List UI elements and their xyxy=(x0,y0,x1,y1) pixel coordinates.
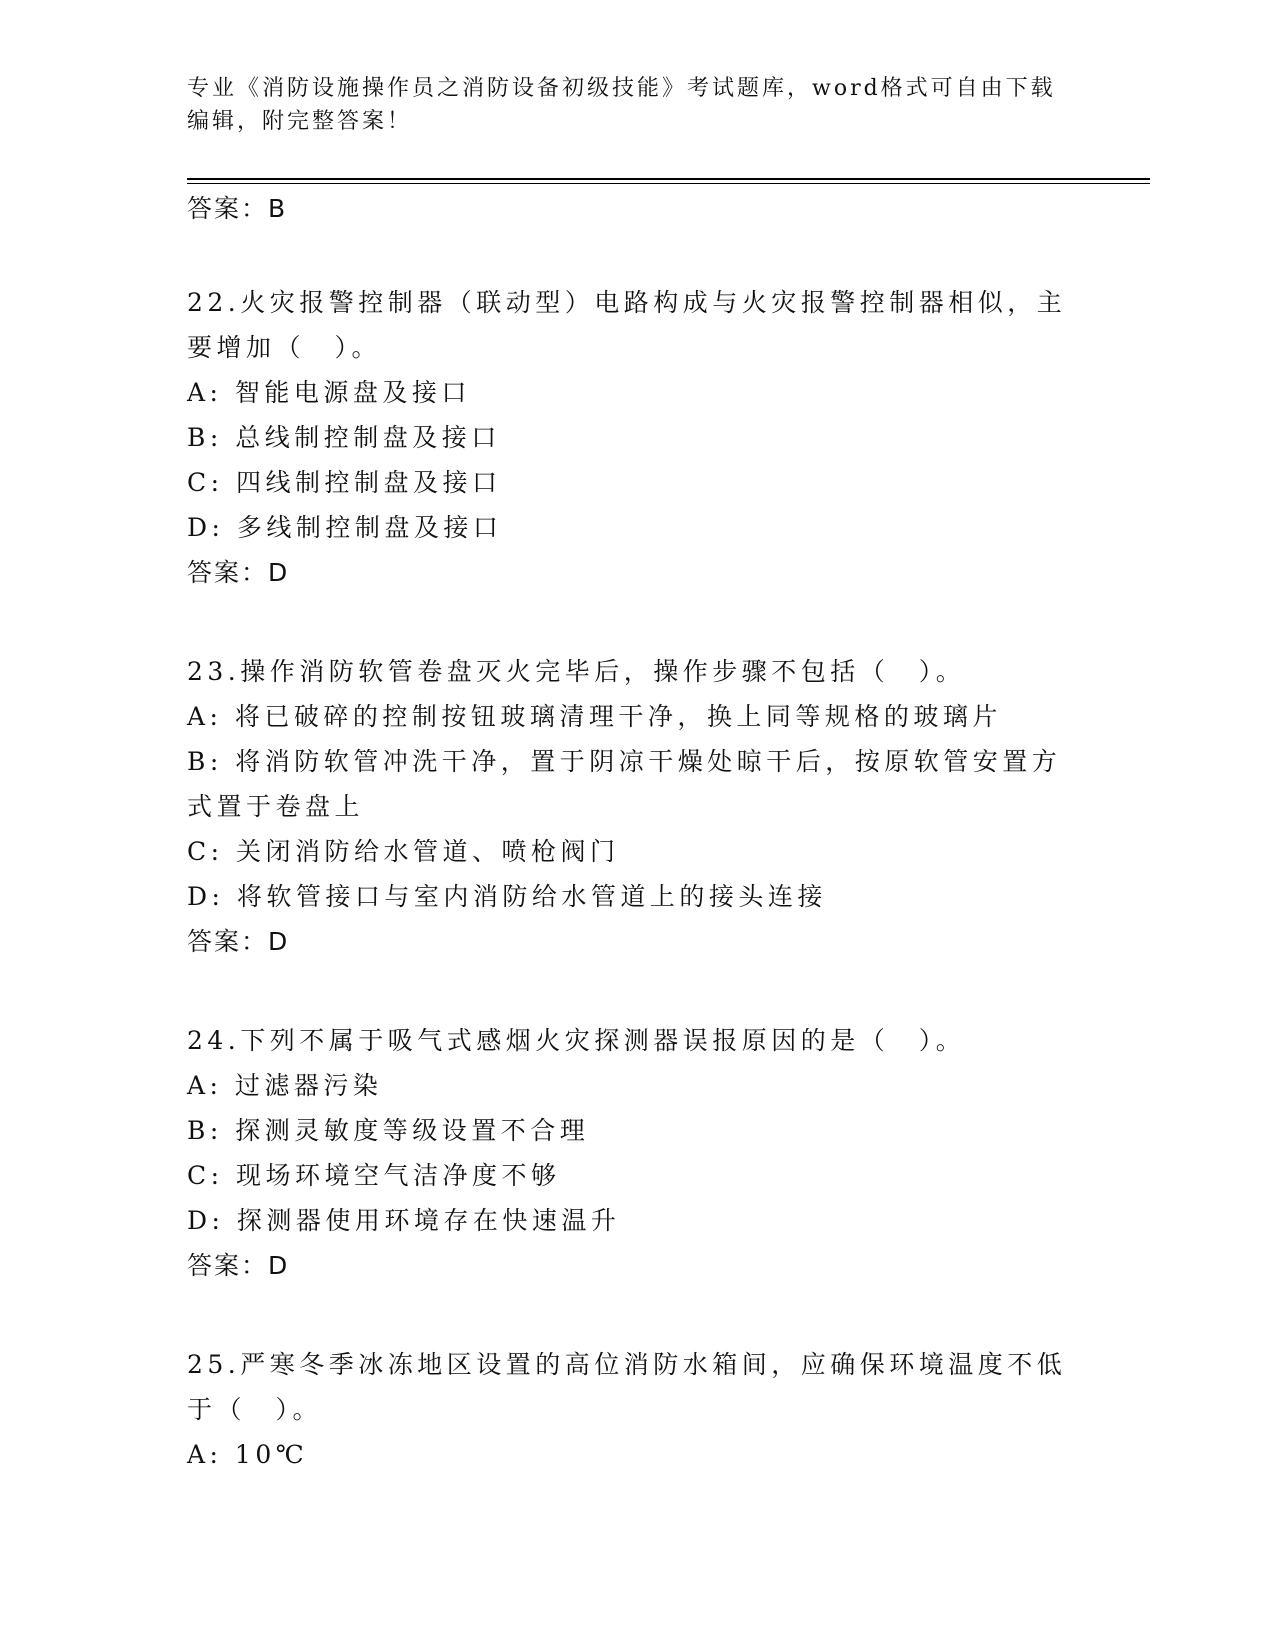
question-stem: 23.操作消防软管卷盘灭火完毕后，操作步骤不包括（ ）。 xyxy=(187,657,966,686)
option-d: D: 多线制控制盘及接口 xyxy=(187,513,503,542)
document-header: 专业《消防设施操作员之消防设备初级技能》考试题库，word格式可自由下载编辑，附完整答案！ xyxy=(187,76,1056,134)
question-22 xyxy=(187,280,1087,595)
option-b: B: 将消防软管冲洗干净，置于阴凉干燥处晾干后，按原软管安置方式置于卷盘上 xyxy=(187,747,1062,821)
answer-label: 答案：D xyxy=(187,927,290,956)
question-23 xyxy=(187,649,1087,964)
option-c: C: 关闭消防给水管道、喷枪阀门 xyxy=(187,837,620,866)
option-d: D: 将软管接口与室内消防给水管道上的接头连接 xyxy=(187,882,827,911)
question-stem: 22.火灾报警控制器（联动型）电路构成与火灾报警控制器相似，主要增加（ ）。 xyxy=(187,288,1067,362)
option-a: A: 智能电源盘及接口 xyxy=(187,378,471,407)
question-25 xyxy=(187,1342,1087,1477)
option-c: C: 现场环境空气洁净度不够 xyxy=(187,1161,561,1190)
answer-label: 答案：D xyxy=(187,1251,290,1280)
option-c: C: 四线制控制盘及接口 xyxy=(187,468,502,497)
question-stem: 25.严寒冬季冰冻地区设置的高位消防水箱间，应确保环境温度不低于（ ）。 xyxy=(187,1350,1067,1424)
answer-label: 答案：D xyxy=(187,558,290,587)
document-body xyxy=(187,190,1087,1477)
option-b: B: 探测灵敏度等级设置不合理 xyxy=(187,1116,590,1145)
option-d: D: 探测器使用环境存在快速温升 xyxy=(187,1206,621,1235)
option-a: A: 将已破碎的控制按钮玻璃清理干净，换上同等规格的玻璃片 xyxy=(187,702,1002,731)
option-a: A: 过滤器污染 xyxy=(187,1071,383,1100)
option-b: B: 总线制控制盘及接口 xyxy=(187,423,501,452)
question-stem: 24.下列不属于吸气式感烟火灾探测器误报原因的是（ ）。 xyxy=(187,1026,966,1055)
header-rule-thick xyxy=(187,178,1150,180)
header-rule-thin xyxy=(187,183,1150,184)
option-a: A: 10℃ xyxy=(187,1440,309,1469)
question-24 xyxy=(187,1018,1087,1288)
answer-label: 答案：B xyxy=(187,194,288,223)
